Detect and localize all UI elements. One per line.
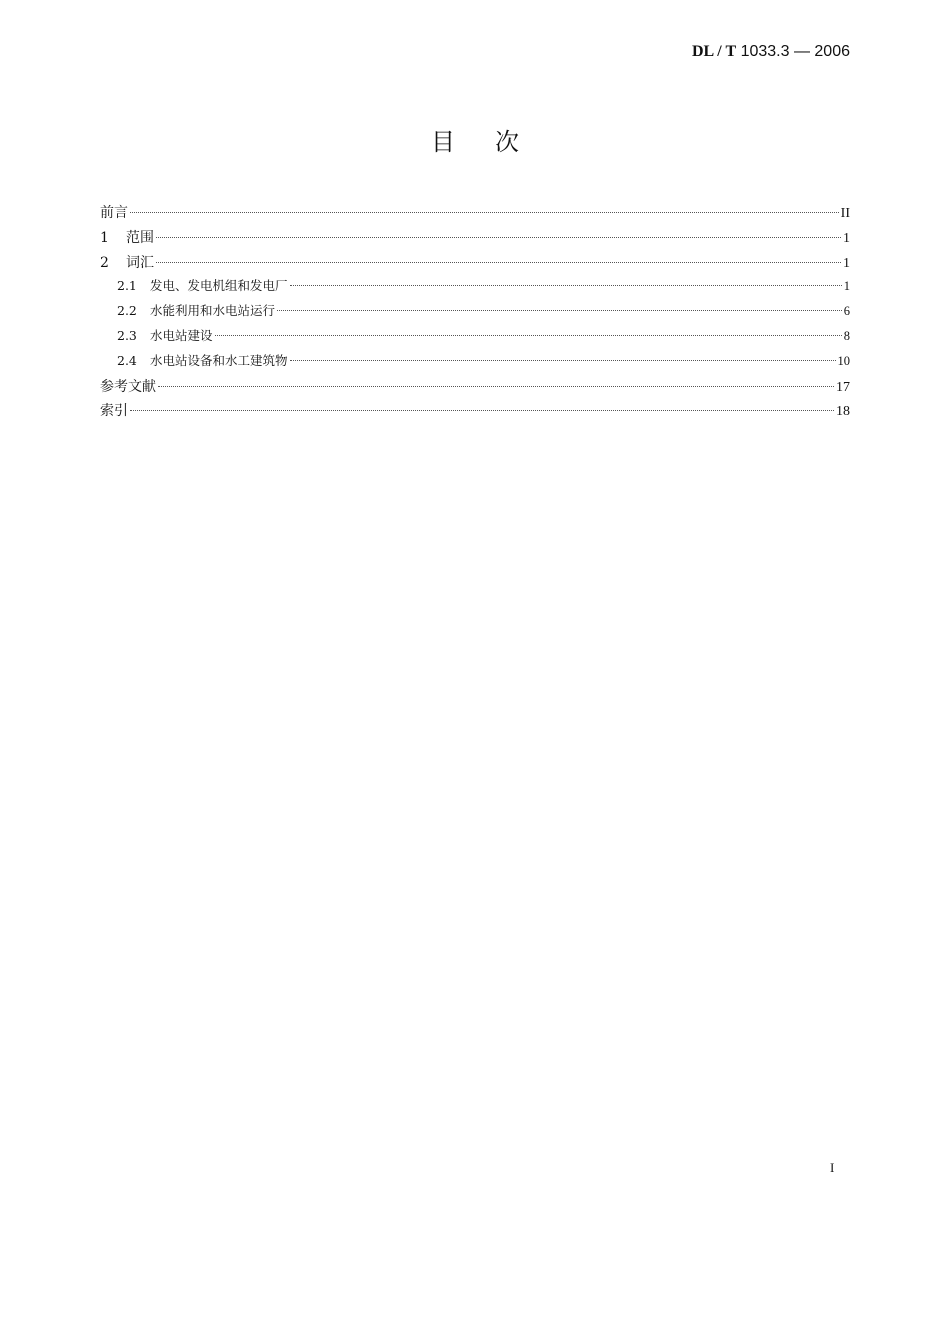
toc-label: 水电站设备和水工建筑物 (150, 352, 288, 368)
toc-entry[interactable] (100, 376, 850, 401)
toc-entry[interactable] (100, 400, 850, 425)
toc-entry[interactable] (100, 276, 850, 301)
dot-leader (130, 410, 834, 411)
toc-entry[interactable] (100, 301, 850, 326)
toc-page: 1 (843, 279, 850, 294)
toc-label: 发电、发电机组和发电厂 (150, 278, 288, 294)
toc-number: 2.4 (117, 352, 137, 368)
table-of-contents (100, 202, 850, 425)
standard-number (692, 43, 850, 61)
page-number: I (830, 1160, 835, 1175)
toc-entry[interactable] (100, 227, 850, 252)
page-title: 目次 (431, 128, 559, 156)
dot-leader (290, 360, 836, 361)
standard-code: 1033.3 — 2006 (740, 43, 850, 60)
dot-leader (158, 386, 834, 387)
toc-entry[interactable] (100, 252, 850, 277)
toc-label: 前言 (100, 205, 128, 221)
toc-label: 水能利用和水电站运行 (150, 303, 276, 319)
toc-entry[interactable] (100, 326, 850, 351)
toc-page: 6 (843, 304, 850, 319)
toc-page: 1 (843, 230, 850, 246)
toc-label: 范围 (126, 229, 154, 246)
toc-number: 2.2 (117, 303, 137, 319)
toc-label: 参考文献 (100, 378, 156, 395)
dot-leader (277, 310, 842, 311)
toc-number: 2 (100, 254, 109, 271)
toc-number: 2.3 (117, 327, 137, 343)
toc-page: 1 (843, 255, 850, 271)
toc-entry[interactable] (100, 202, 850, 227)
dot-leader (156, 237, 841, 238)
toc-page: 10 (837, 353, 850, 368)
toc-entry[interactable] (100, 351, 850, 376)
toc-page: 18 (836, 404, 850, 420)
toc-page: 17 (836, 379, 850, 395)
toc-label: 索引 (100, 403, 128, 420)
dot-leader (130, 212, 839, 213)
dot-leader (290, 285, 842, 286)
dot-leader (156, 262, 841, 263)
toc-page: 8 (843, 328, 850, 343)
toc-page: II (840, 206, 850, 221)
standard-prefix: DL / T (691, 43, 737, 60)
toc-number: 2.1 (117, 278, 137, 294)
toc-label: 词汇 (126, 254, 154, 271)
toc-label: 水电站建设 (150, 327, 213, 343)
toc-number: 1 (100, 229, 109, 246)
dot-leader (215, 335, 842, 336)
